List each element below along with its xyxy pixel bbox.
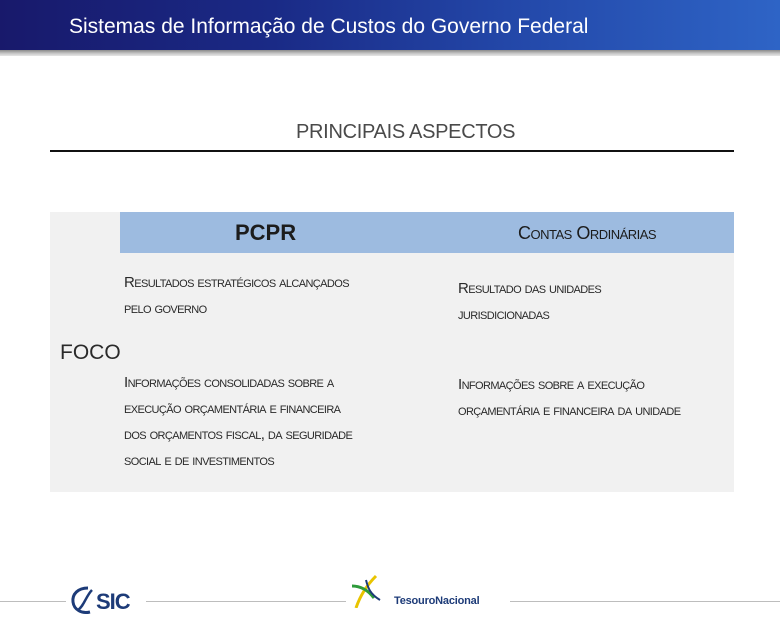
cell-line: Informações sobre a execução <box>458 376 645 393</box>
section-title: PRINCIPAIS ASPECTOS <box>296 121 516 143</box>
cell-contas-informacoes <box>458 372 680 424</box>
cell-line: jurisdicionadas <box>458 306 550 323</box>
footer-rule <box>0 601 66 602</box>
header-band <box>0 0 780 50</box>
cell-contas-resultado <box>458 276 601 328</box>
cell-line: Resultado das unidades <box>458 280 602 297</box>
footer-rule <box>146 601 346 602</box>
header-title: Sistemas de Informação de Custos do Governo Federal <box>69 15 589 38</box>
cell-line: dos orçamentos fiscal, da seguridade <box>124 426 353 443</box>
cell-line: execução orçamentária e financeira <box>124 400 341 417</box>
cell-line: orçamentária e financeira da unidade <box>458 402 681 419</box>
tesouro-nacional-logo-icon <box>350 572 384 608</box>
header-rule <box>0 50 780 56</box>
sic-logo-icon <box>70 584 144 616</box>
cell-pcpr-informacoes <box>124 370 352 474</box>
svg-text:SIC: SIC <box>96 589 130 614</box>
row-label-foco: FOCO <box>60 341 121 364</box>
tesouro-nacional-wordmark: TesouroNacional <box>394 595 480 607</box>
column-header-contas-ordinarias: Contas Ordinárias <box>518 223 657 243</box>
cell-line: social e de investimentos <box>124 452 275 469</box>
cell-line: Informações consolidadas sobre a <box>124 374 334 391</box>
section-divider <box>50 150 734 152</box>
column-header-pcpr: PCPR <box>235 220 297 245</box>
footer-rule <box>510 601 780 602</box>
cell-pcpr-resultados <box>124 270 349 322</box>
cell-line: Resultados estratégicos alcançados <box>124 274 349 291</box>
cell-line: pelo governo <box>124 300 207 317</box>
